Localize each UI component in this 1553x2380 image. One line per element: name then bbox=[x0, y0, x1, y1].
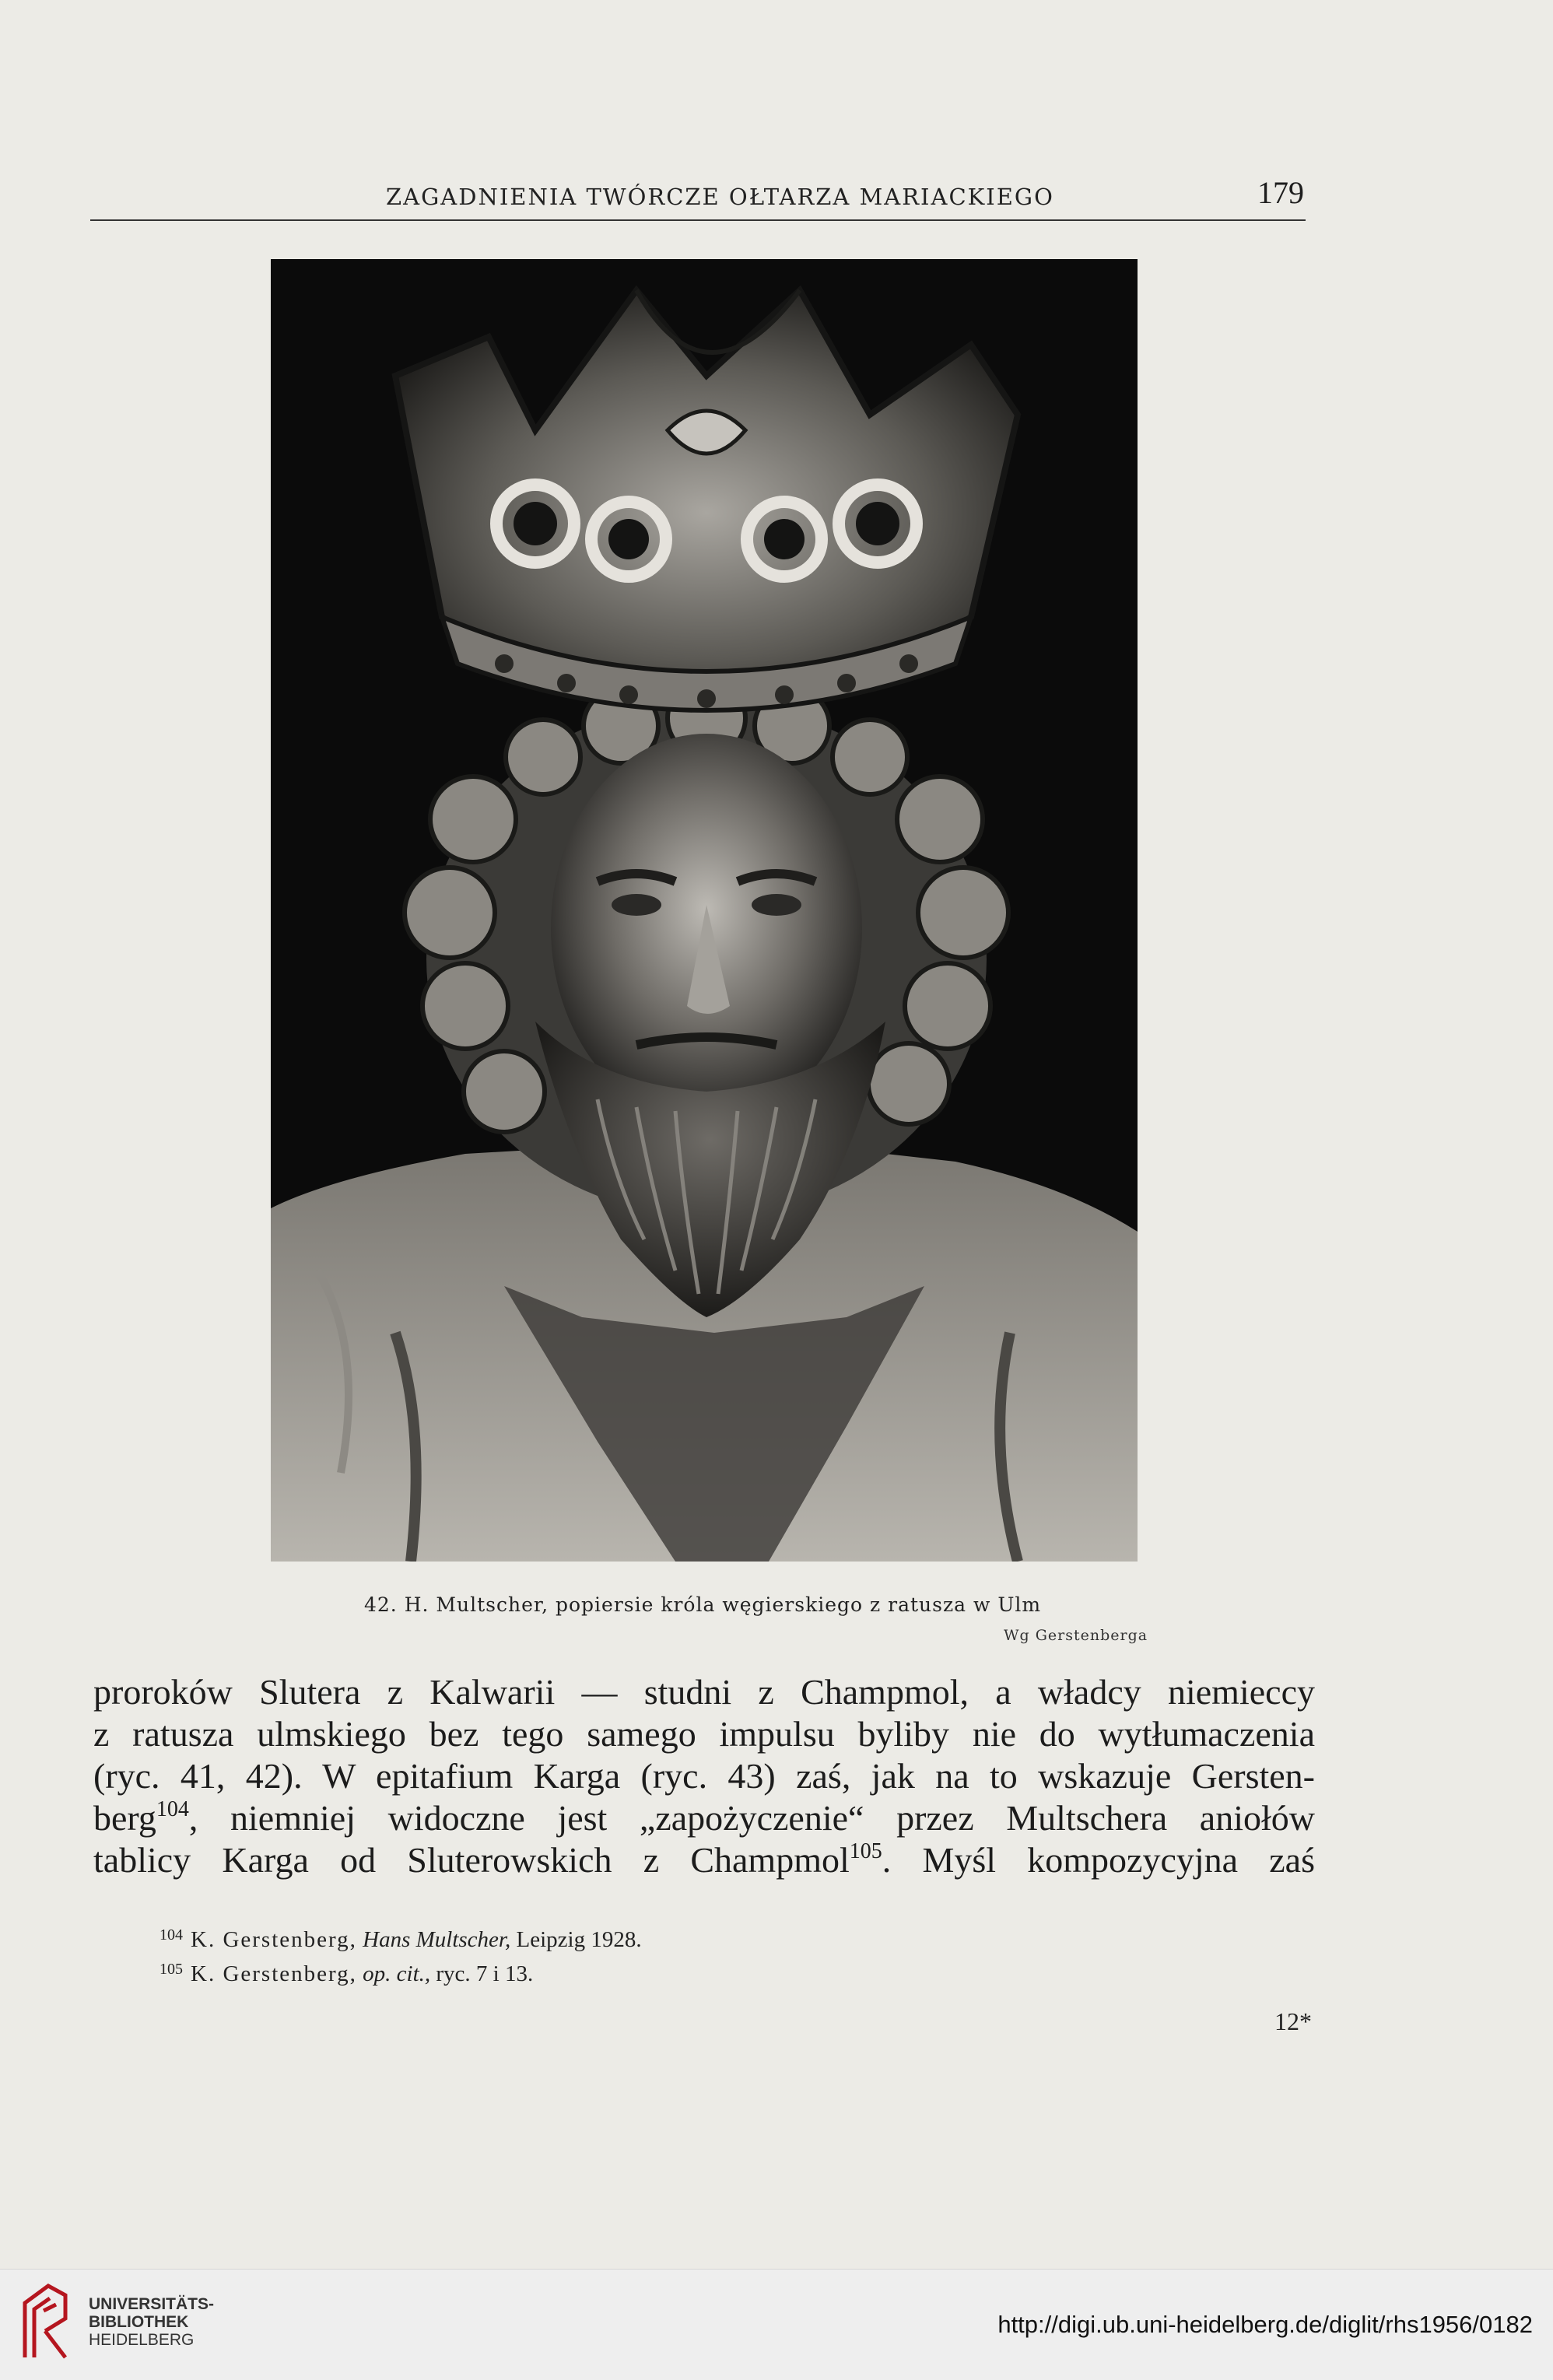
footnote-author: K. Gerstenberg, bbox=[191, 1927, 357, 1952]
printer-signature: 12* bbox=[1274, 2007, 1312, 2035]
library-name[interactable]: UNIVERSITÄTS- BIBLIOTHEK HEIDELBERG bbox=[89, 2295, 215, 2349]
body-line: berg$^{104}$, niemniej widoczne jest „zapożyczenie“ przez Multschera aniołów bbox=[93, 1797, 1315, 1838]
footnote-title: Hans Multscher, bbox=[363, 1927, 511, 1952]
running-title: ZAGADNIENIA TWÓRCZE OŁTARZA MARIACKIEGO bbox=[386, 184, 1054, 210]
footnote-rest: ryc. 7 i 13. bbox=[436, 1961, 534, 1986]
figure-photo bbox=[271, 259, 1138, 1562]
library-logo-icon[interactable] bbox=[17, 2280, 73, 2364]
body-paragraph bbox=[93, 1671, 1315, 1881]
running-head bbox=[90, 175, 1304, 219]
footnotes bbox=[160, 1920, 642, 1989]
figure-caption: 42. H. Multscher, popiersie króla węgierskiego z ratusza w Ulm bbox=[364, 1593, 1042, 1616]
king-bust-illustration bbox=[271, 259, 1138, 1562]
footnote-ref: 105 bbox=[849, 1839, 882, 1863]
footnote bbox=[160, 1920, 642, 1954]
footnote-ref: 104 bbox=[156, 1797, 189, 1821]
body-line: tablicy Karga od Sluterowskich z Champmol$^{105}$. Myśl kompozycyjna zaś bbox=[93, 1839, 1315, 1880]
source-url-link[interactable]: http://digi.ub.uni-heidelberg.de/diglit/rhs1956/0182 bbox=[997, 2311, 1533, 2338]
footnote-rest: Leipzig 1928. bbox=[516, 1927, 642, 1952]
body-line: z ratusza ulmskiego bez tego samego impulsu byliby nie do wytłumaczenia bbox=[93, 1714, 1315, 1754]
footnote-title: op. cit., bbox=[363, 1961, 431, 1986]
body-line: proroków Slutera z Kalwarii — studni z Champmol, a władcy niemieccy bbox=[93, 1672, 1315, 1712]
figure-credit: Wg Gerstenberga bbox=[1004, 1627, 1148, 1644]
footnote-number: 104 bbox=[160, 1926, 183, 1944]
footnote-number: 105 bbox=[160, 1961, 183, 1978]
footnote-author: K. Gerstenberg, bbox=[191, 1961, 357, 1986]
page-number: 179 bbox=[1257, 175, 1304, 210]
footnote bbox=[160, 1954, 642, 1989]
body-line: (ryc. 41, 42). W epitafium Karga (ryc. 43) zaś, jak na to wskazuje Gersten- bbox=[93, 1756, 1315, 1796]
header-rule bbox=[90, 219, 1306, 221]
